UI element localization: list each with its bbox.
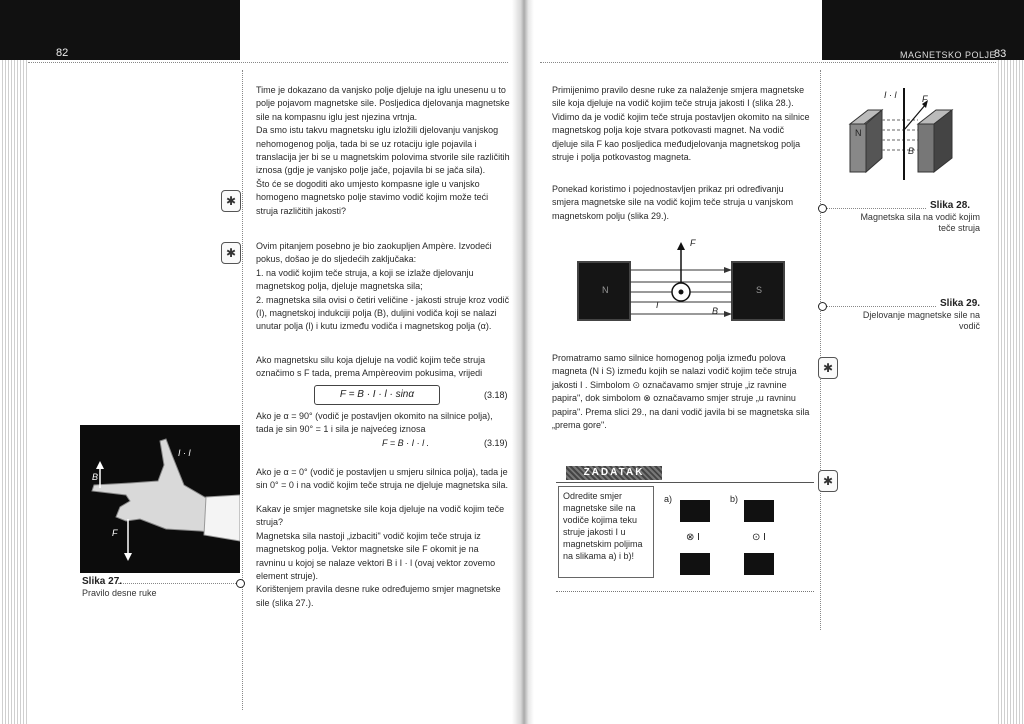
formula-3-19: F = B · I · l . xyxy=(382,438,430,448)
fig29-f-label: F xyxy=(690,238,696,248)
parallel-case xyxy=(256,466,510,493)
left-intro-text xyxy=(256,84,510,218)
caption-leader xyxy=(826,208,926,209)
equation-number: (3.19) xyxy=(484,438,508,448)
paragraph: Time je dokazano da vanjsko polje djeluje na iglu unesenu u to polje pojavom magnetske sile. Posljedica djelovanja magnetske sile na kompasnu iglu jest njezina vrtnja. xyxy=(256,85,510,122)
caption-leader xyxy=(118,583,236,584)
fig28-f-label: F xyxy=(922,94,928,104)
task-b-current-symbol: ⊙ I xyxy=(752,532,766,543)
lightbulb-icon: ✱ xyxy=(221,190,241,212)
paragraph: Promatramo samo silnice homogenog polja između polova magneta (N i S) između kojih se nalazi vodič kojim teče struja jakosti I . Simbolom ⊙ označavamo smjer struje „iz ravnine papira", dok simbolom ⊗ označavamo smjer struje „u ravninu papira". Prema slici 29., na dani vodič javila bi se magnetska sila „prema gore". xyxy=(552,353,810,431)
fig28-il-label: I · l xyxy=(884,90,897,100)
hand-il-label: I · l xyxy=(178,448,191,458)
paragraph: Ako je α = 0° (vodič je postavljen u smjeru silnica polja), tada je sin 0° = 0 i na vodič kojim teče struja ne djeluje magnetska sila. xyxy=(256,467,508,491)
paragraph: Ovim pitanjem posebno je bio zaokupljen Ampère. Izvodeći pokus, došao je do sljedećih zaključaka: xyxy=(256,241,492,265)
caption-leader xyxy=(826,306,936,307)
direction-section xyxy=(256,503,510,610)
paragraph: Primijenimo pravilo desne ruke za nalaženje smjera magnetske sile koja djeluje na vodič kojim teče struja jakosti I (slika 28.). Vidimo da je vodič kojim teče struja postavljen okomito na silnice magnetskog polja koje stvara potkovasti magnet. Na vodič djeluje sila F kao posljedica međudjelovanja magnetskog polja struje i polja potkovastog magneta. xyxy=(552,85,810,163)
task-a-magnet-bottom xyxy=(680,553,710,575)
paragraph: Ako je α = 90° (vodič je postavljen okomito na silnice polja), tada je sin 90° = 1 i sila je najvećeg iznosa xyxy=(256,411,493,435)
task-b-label: b) xyxy=(730,494,739,504)
right-margin-guide xyxy=(820,70,821,630)
paragraph: Ako magnetsku silu koja djeluje na vodič kojim teče struja označimo s F tada, prema Ampèreovim pokusima, vrijedi xyxy=(256,355,486,379)
task-b-magnet-top xyxy=(744,500,774,522)
hand-f-label: F xyxy=(112,528,118,538)
right-p3 xyxy=(552,352,814,432)
task-title: ZADATAK xyxy=(566,466,662,480)
right-page-number: 83 xyxy=(994,48,1007,60)
fig29-b-label: B xyxy=(712,306,719,316)
force-intro xyxy=(256,354,510,381)
task-a-label: a) xyxy=(664,494,673,504)
lightbulb-icon: ✱ xyxy=(818,470,838,492)
task-b-magnet-bottom xyxy=(744,553,774,575)
paragraph: Da smo istu takvu magnetsku iglu izložili djelovanju vanjskog nehomogenog polja, tada bi se uz rotaciju igle pojavila i translacija jer bi se u magnetskim polovima stvorile sile različitih iznosa (gdje je vanjsko polje jače, pojavila bi se jača sila). xyxy=(256,125,510,176)
task-question-box xyxy=(558,486,654,578)
right-top-guide xyxy=(540,62,996,63)
hand-b-label: B xyxy=(92,472,99,482)
caption-marker xyxy=(818,204,827,213)
perpendicular-case xyxy=(256,410,510,437)
right-page-header: MAGNETSKO POLJE xyxy=(900,50,997,60)
fig28-n-label: N xyxy=(855,128,862,138)
paragraph: Kakav je smjer magnetske sile koja djeluje na vodič kojim teče struja? xyxy=(256,504,505,528)
task-a-magnet-top xyxy=(680,500,710,522)
formula-3-18: F = B · I · l · sinα xyxy=(314,385,440,405)
figure-27-title: Slika 27. xyxy=(82,576,123,587)
lightbulb-icon: ✱ xyxy=(818,357,838,379)
task-a-current-symbol: ⊗ I xyxy=(686,532,700,543)
right-p2 xyxy=(552,183,812,223)
figure-28-caption: Magnetska sila na vodič kojim teče struja xyxy=(860,212,980,233)
lightbulb-icon: ✱ xyxy=(221,242,241,264)
fig29-n-label: N xyxy=(602,285,609,295)
left-margin-guide xyxy=(242,70,243,710)
conclusion-item: 2. magnetska sila ovisi o četiri veličine - jakosti struje kroz vodič (I), magnetskoj indukciji polja (B), duljini vodiča koji se nalazi unutar polja (l) i kutu između vodiča i magnetskog polja (α). xyxy=(256,294,510,332)
paragraph: Što će se dogoditi ako umjesto kompasne igle u vanjsko homogeno magnetsko polje stavimo vodič kojim može teći struja različitih jakosti? xyxy=(256,178,489,216)
paragraph: Ponekad koristimo i pojednostavljen prikaz pri određivanju smjera magnetske sile na vodič kojim teče struja u vanjskom magnetskom polju (slika 29.). xyxy=(552,184,794,221)
paragraph: Magnetska sila nastoji „izbaciti" vodič kojim teče struja iz magnetskog polja. Vektor magnetske sile F okomit je na ravninu u kojoj se nalaze vektori B i I · l (ovaj vektor zovemo element struje). xyxy=(256,530,496,582)
caption-marker xyxy=(236,579,245,588)
fig29-s-label: S xyxy=(756,285,763,295)
equation-number: (3.18) xyxy=(484,390,508,400)
right-page-edges xyxy=(996,60,1024,724)
conclusion-item: 1. na vodič kojim teče struja, a koji se izlaže djelovanju magnetskog polja, djeluje magnetska sila; xyxy=(256,267,474,292)
figure-29-title: Slika 29. xyxy=(940,298,981,309)
figure-28-title: Slika 28. xyxy=(930,200,971,211)
task-text: Odredite smjer magnetske sile na vodiče kojima teku struje jakosti I u magnetskim poljima na slikama a) i b)! xyxy=(563,491,643,561)
left-page-edges xyxy=(0,60,28,724)
figure-29-caption: Djelovanje magnetske sile na vodič xyxy=(862,310,980,331)
right-hand-figure xyxy=(80,425,240,573)
figure-28-diagram xyxy=(842,84,972,184)
ampere-section xyxy=(256,240,510,334)
book-spine xyxy=(512,0,534,724)
right-hand-drawing xyxy=(80,425,240,573)
paragraph: Korištenjem pravila desne ruke određujemo smjer magnetske sile (slika 27.). xyxy=(256,584,501,608)
left-header-bar xyxy=(0,0,240,60)
right-p1 xyxy=(552,84,812,164)
left-top-guide xyxy=(28,62,508,63)
fig28-b-label: B xyxy=(908,146,915,156)
fig29-i-label: I xyxy=(656,300,659,310)
caption-marker xyxy=(818,302,827,311)
figure-27-caption: Pravilo desne ruke xyxy=(82,588,157,598)
figure-29-diagram xyxy=(576,240,796,324)
left-page-number: 82 xyxy=(56,47,69,59)
